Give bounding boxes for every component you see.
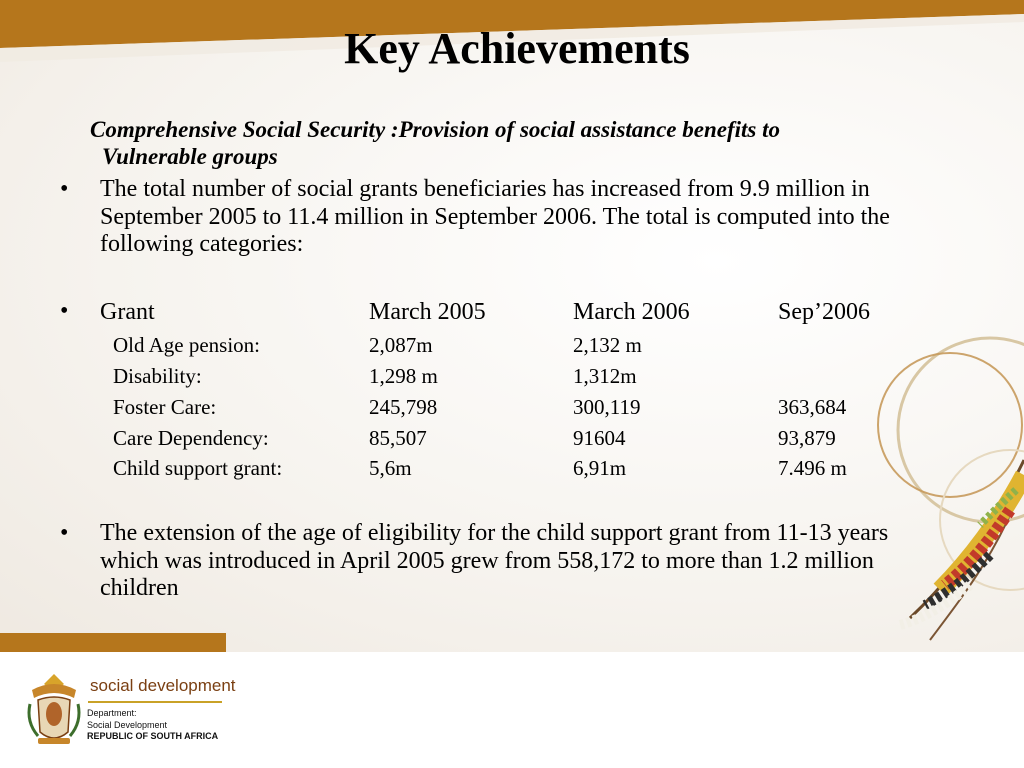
dept-line-3: REPUBLIC OF SOUTH AFRICA: [87, 731, 219, 741]
department-block: [87, 708, 218, 743]
row-label: Child support grant:: [113, 456, 283, 480]
bullet-marker: •: [60, 176, 69, 202]
row-value-march-2005: 5,6m: [369, 456, 412, 480]
row-value-march-2006: 2,132 m: [573, 333, 642, 357]
subtitle: [90, 116, 970, 170]
bottom-accent-bar: [0, 633, 226, 653]
subtitle-line-2: Vulnerable groups: [102, 144, 278, 169]
intro-bullet-text: The total number of social grants beneficiaries has increased from 9.9 million in September 2005 to 11.4 million in September 2006. The total is computed into the following categories:: [100, 176, 890, 257]
row-value-sep-2006: 93,879: [778, 426, 836, 450]
brand-divider: [88, 701, 222, 703]
subtitle-line-1: Comprehensive Social Security :Provision of social assistance benefits to: [90, 117, 780, 142]
row-value-march-2006: 6,91m: [573, 456, 627, 480]
row-label: Old Age pension:: [113, 333, 260, 357]
row-label: Care Dependency:: [113, 426, 269, 450]
table-header-march-2006: March 2006: [573, 299, 690, 325]
row-label: Foster Care:: [113, 395, 217, 419]
dept-line-1: Department:: [87, 708, 137, 718]
row-value-march-2006: 300,119: [573, 395, 641, 419]
row-value-march-2006: 91604: [573, 426, 626, 450]
bullet-marker: •: [60, 520, 69, 546]
slide-title: Key Achievements: [344, 24, 690, 73]
extension-bullet-text: The extension of the age of eligibility for the child support grant from 11-13 years which was introduced in April 2005 grew from 558,172 to more than 1.2 million children: [100, 520, 889, 601]
row-value-march-2005: 1,298 m: [369, 364, 438, 388]
bullet-marker: •: [60, 298, 69, 324]
row-value-march-2005: 245,798: [369, 395, 438, 419]
row-value-sep-2006: 7.496 m: [778, 456, 847, 480]
row-value-march-2005: 2,087m: [369, 333, 433, 357]
coat-of-arms-logo: [24, 670, 84, 748]
row-label: Disability:: [113, 364, 202, 388]
table-header-sep-2006: Sep’2006: [778, 299, 870, 325]
dept-line-2: Social Development: [87, 719, 168, 730]
table-header-grant: Grant: [100, 299, 155, 325]
row-value-sep-2006: 363,684: [778, 395, 847, 419]
brand-name: social development: [90, 676, 236, 695]
table-header-march-2005: March 2005: [369, 299, 486, 325]
row-value-march-2006: 1,312m: [573, 364, 637, 388]
row-value-march-2005: 85,507: [369, 426, 427, 450]
